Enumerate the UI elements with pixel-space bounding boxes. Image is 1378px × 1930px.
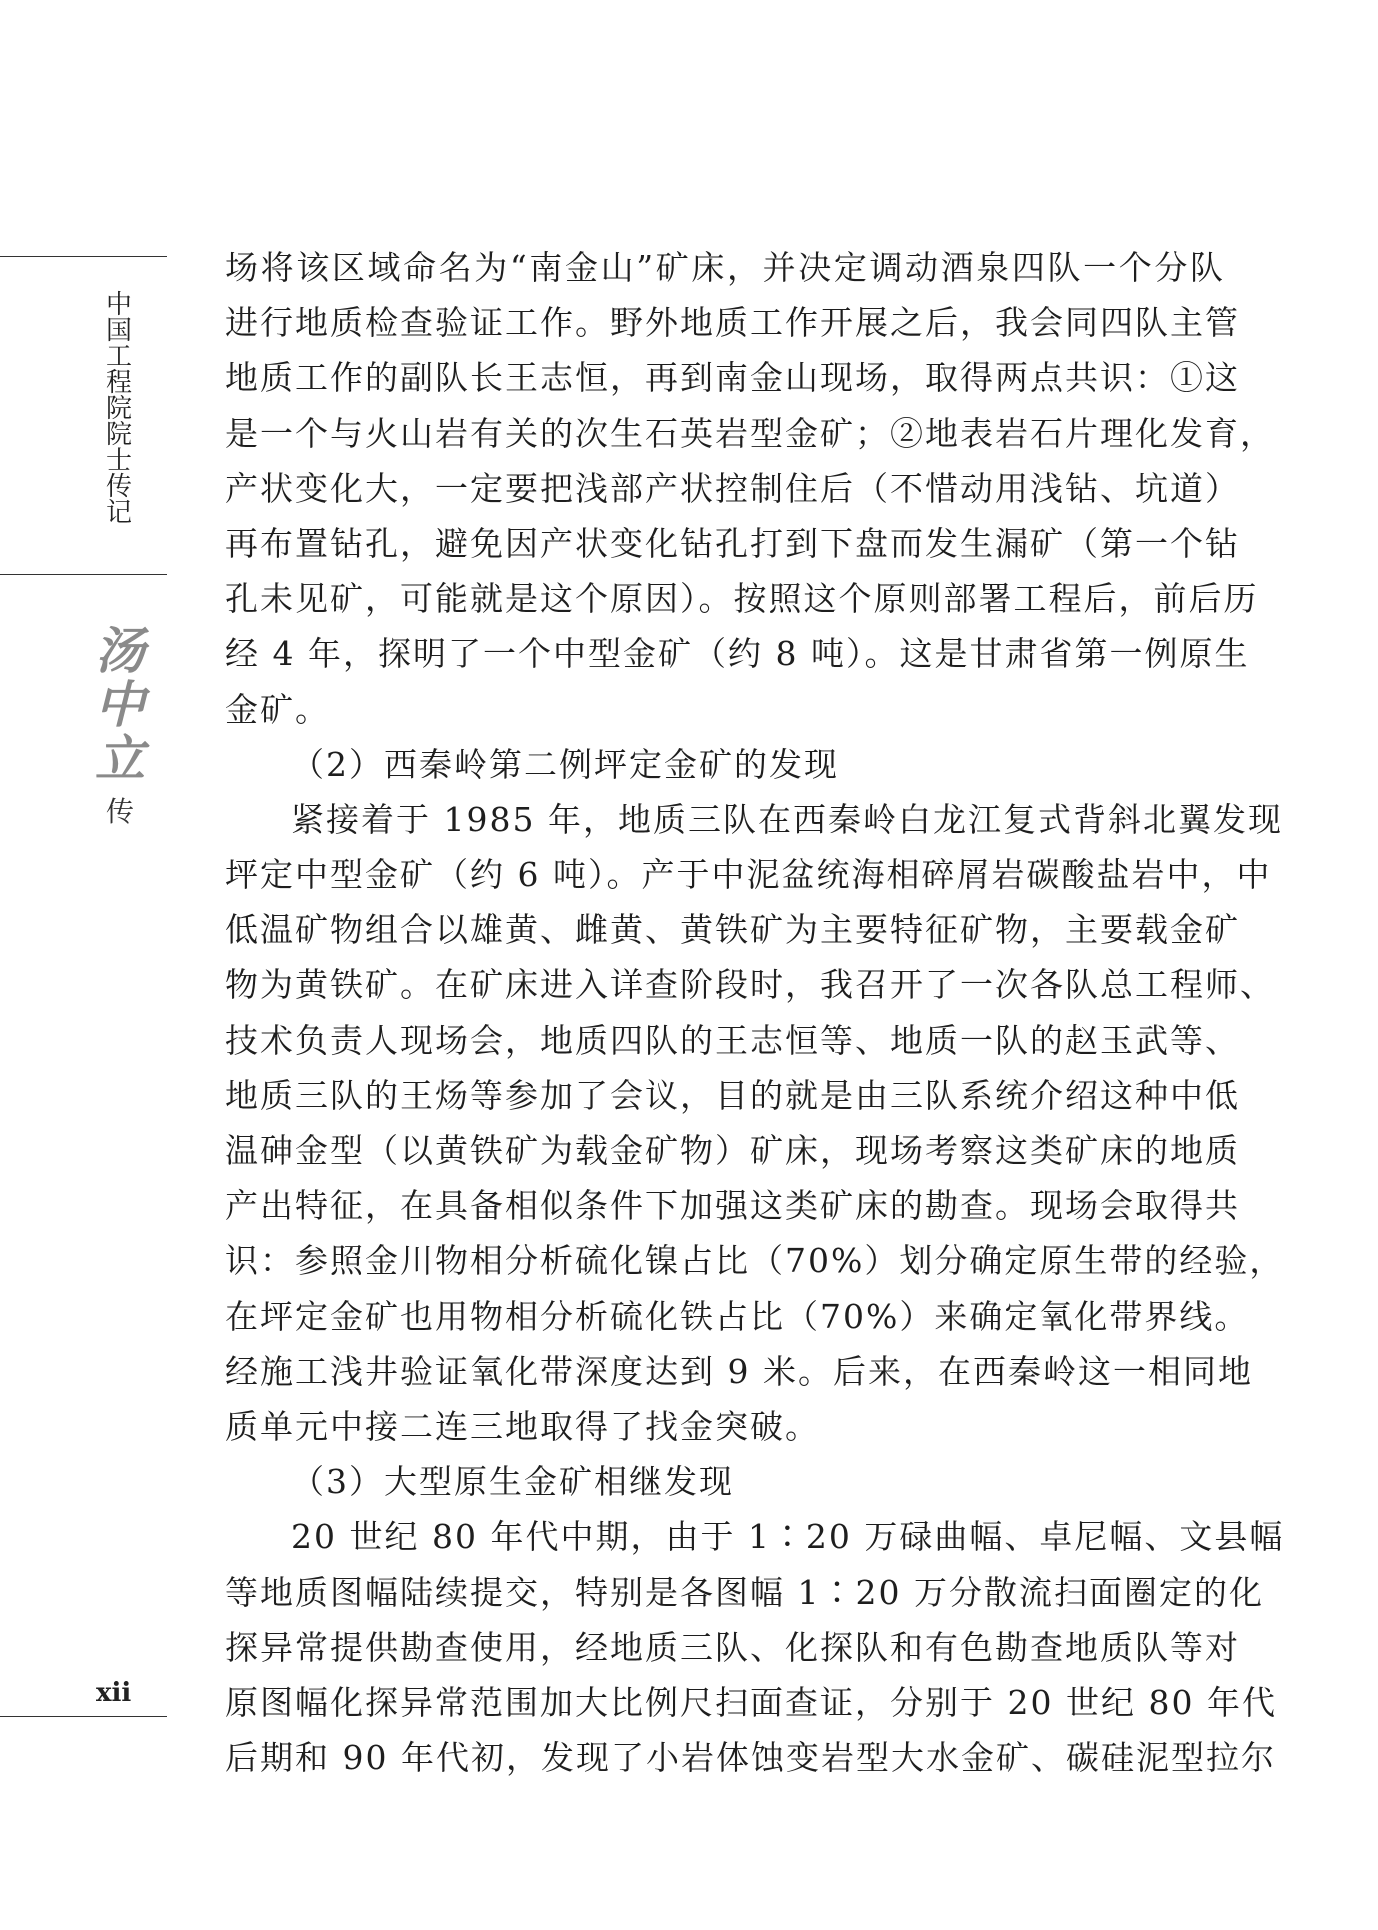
series-title-char: 工 <box>105 342 132 372</box>
series-title-char: 士 <box>105 446 132 476</box>
page-number: xii <box>96 1678 132 1708</box>
text-line: 原图幅化探异常范围加大比例尺扫面查证，分别于 20 世纪 80 年代 <box>225 1682 1277 1722</box>
sidebar-bottom-rule <box>0 1716 167 1717</box>
biography-name-char: 立 <box>95 729 145 788</box>
text-line: 质单元中接二连三地取得了找金突破。 <box>225 1406 820 1446</box>
section-heading: （3）大型原生金矿相继发现 <box>291 1462 734 1502</box>
series-title-char: 程 <box>105 368 132 398</box>
text-line: 场将该区域命名为“南金山”矿床，并决定调动酒泉四队一个分队 <box>225 248 1225 287</box>
text-line: 产状变化大，一定要把浅部产状控制住后（不惜动用浅钻、坑道） <box>225 468 1240 508</box>
text-line: 孔未见矿，可能就是这个原因）。按照这个原则部署工程后，前后历 <box>225 579 1259 619</box>
text-line: 等地质图幅陆续提交，特别是各图幅 1∶20 万分散流扫面圈定的化 <box>225 1572 1264 1612</box>
text-line: 在坪定金矿也用物相分析硫化铁占比（70%）来确定氧化带界线。 <box>225 1296 1250 1336</box>
series-title-char: 国 <box>105 316 132 346</box>
series-title-char: 院 <box>105 394 132 424</box>
section-heading: （2）西秦岭第二例坪定金矿的发现 <box>291 744 839 784</box>
text-line: 紧接着于 1985 年，地质三队在西秦岭白龙江复式背斜北翼发现 <box>291 799 1283 839</box>
text-line: 地质工作的副队长王志恒，再到南金山现场，取得两点共识：①这 <box>225 358 1240 398</box>
text-line: 坪定中型金矿（约 6 吨）。产于中泥盆统海相碎屑岩碳酸盐岩中，中 <box>225 855 1272 895</box>
text-line: 金矿。 <box>225 689 330 729</box>
text-line: 进行地质检查验证工作。野外地质工作开展之后，我会同四队主管 <box>225 303 1240 343</box>
text-line: 经 4 年，探明了一个中型金矿（约 8 吨）。这是甘肃省第一例原生 <box>225 634 1250 674</box>
text-line: 温砷金型（以黄铁矿为载金矿物）矿床，现场考察这类矿床的地质 <box>225 1131 1240 1170</box>
series-title <box>104 292 134 526</box>
text-line: 技术负责人现场会，地质四队的王志恒等、地质一队的赵玉武等、 <box>225 1020 1240 1060</box>
text-line: 低温矿物组合以雄黄、雌黄、黄铁矿为主要特征矿物，主要载金矿 <box>225 910 1240 950</box>
series-title-char: 传 <box>105 472 132 502</box>
biography-suffix: 传 <box>105 795 134 828</box>
biography-name-char: 中 <box>95 675 145 734</box>
text-line: 识：参照金川物相分析硫化镍占比（70%）划分确定原生带的经验， <box>225 1241 1285 1281</box>
text-line: 探异常提供勘查使用，经地质三队、化探队和有色勘查地质队等对 <box>225 1627 1240 1667</box>
text-line: 再布置钻孔，避免因产状变化钻孔打到下盘而发生漏矿（第一个钻 <box>225 523 1240 563</box>
text-line: 20 世纪 80 年代中期，由于 1∶20 万碌曲幅、卓尼幅、文县幅 <box>291 1517 1285 1557</box>
text-line: 后期和 90 年代初，发现了小岩体蚀变岩型大水金矿、碳硅泥型拉尔 <box>225 1738 1276 1778</box>
biography-name-char: 汤 <box>95 621 145 680</box>
series-title-char: 中 <box>105 290 132 320</box>
text-line: 地质三队的王炀等参加了会议，目的就是由三队系统介绍这种中低 <box>225 1075 1240 1115</box>
sidebar-top-rule <box>0 256 167 257</box>
series-title-char: 院 <box>105 420 132 450</box>
biography-name-calligraphy <box>92 621 148 788</box>
text-line: 经施工浅井验证氧化带深度达到 9 米。后来，在西秦岭这一相同地 <box>225 1351 1253 1391</box>
body-text <box>225 240 1285 1785</box>
text-line: 是一个与火山岩有关的次生石英岩型金矿；②地表岩石片理化发育， <box>225 413 1275 453</box>
text-line: 产出特征，在具备相似条件下加强这类矿床的勘查。现场会取得共 <box>225 1186 1240 1226</box>
series-title-char: 记 <box>105 498 132 528</box>
sidebar-middle-rule <box>0 574 167 575</box>
text-line: 物为黄铁矿。在矿床进入详查阶段时，我召开了一次各队总工程师、 <box>225 965 1275 1005</box>
